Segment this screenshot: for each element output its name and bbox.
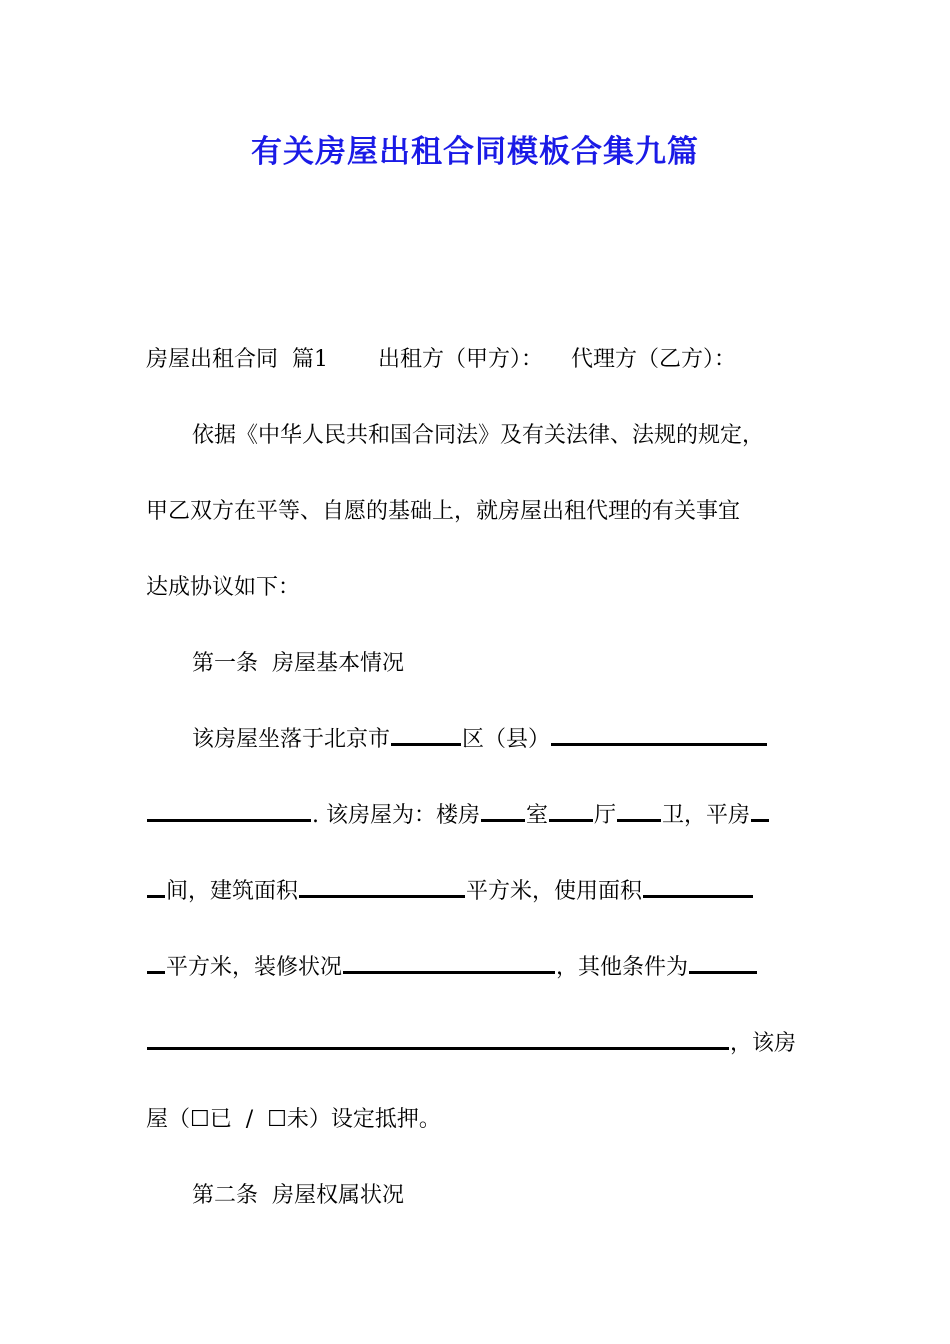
- article-1-line-1: [192, 724, 768, 756]
- lessor-label: 出租方（甲方）：: [377, 347, 543, 372]
- article-1-line-4: [146, 952, 758, 984]
- room-label: 室: [526, 803, 549, 828]
- agent-label: 代理方（乙方）：: [571, 347, 737, 372]
- address-blank: [147, 801, 311, 822]
- other-conditions-blank: [147, 1029, 729, 1050]
- section-label: 房屋出租合同 篇1: [146, 347, 328, 372]
- usable-area-blank-start: [643, 877, 753, 898]
- city-blank: [391, 725, 461, 746]
- bungalow-blank-end: [147, 877, 165, 898]
- article-1-line-6: 屋（☐已 / ☐未）设定抵押。: [146, 1107, 441, 1132]
- usable-area-label: 平方米，使用面积: [466, 879, 643, 904]
- build-area-label: 间，建筑面积: [166, 879, 299, 904]
- bungalow-blank-start: [751, 801, 769, 822]
- intro-line-2: 甲乙双方在平等、自愿的基础上，就房屋出租代理的有关事宜: [146, 499, 741, 524]
- intro-line-3: 达成协议如下：: [146, 575, 301, 600]
- other-conditions-label: ，其他条件为: [556, 955, 689, 980]
- contract-header-line: [146, 344, 736, 376]
- district-label: 区（县）: [462, 727, 551, 752]
- baths-blank: [617, 801, 661, 822]
- article-1-line-2: [146, 800, 770, 832]
- intro-line-1: 依据《中华人民共和国合同法》及有关法律、法规的规定，: [192, 423, 765, 448]
- halls-blank: [549, 801, 593, 822]
- article-2-heading: 第二条 房屋权属状况: [192, 1183, 404, 1208]
- bath-label: 卫，平房: [662, 803, 751, 828]
- mortgage-label-start: ，该房: [730, 1031, 797, 1056]
- build-area-blank: [299, 877, 465, 898]
- usable-area-blank-end: [147, 953, 165, 974]
- hall-label: 厅: [594, 803, 617, 828]
- decoration-blank: [343, 953, 555, 974]
- district-blank: [551, 725, 767, 746]
- rooms-blank: [481, 801, 525, 822]
- decoration-label: 平方米，装修状况: [166, 955, 343, 980]
- article-1-line-5: [146, 1028, 796, 1060]
- document-title: 有关房屋出租合同模板合集九篇: [251, 134, 699, 170]
- building-type-label: . 该房屋为：楼房: [312, 803, 480, 828]
- location-label: 该房屋坐落于北京市: [192, 727, 391, 752]
- article-1-line-3: [146, 876, 754, 908]
- other-conditions-blank-start: [689, 953, 757, 974]
- article-1-heading: 第一条 房屋基本情况: [192, 651, 404, 676]
